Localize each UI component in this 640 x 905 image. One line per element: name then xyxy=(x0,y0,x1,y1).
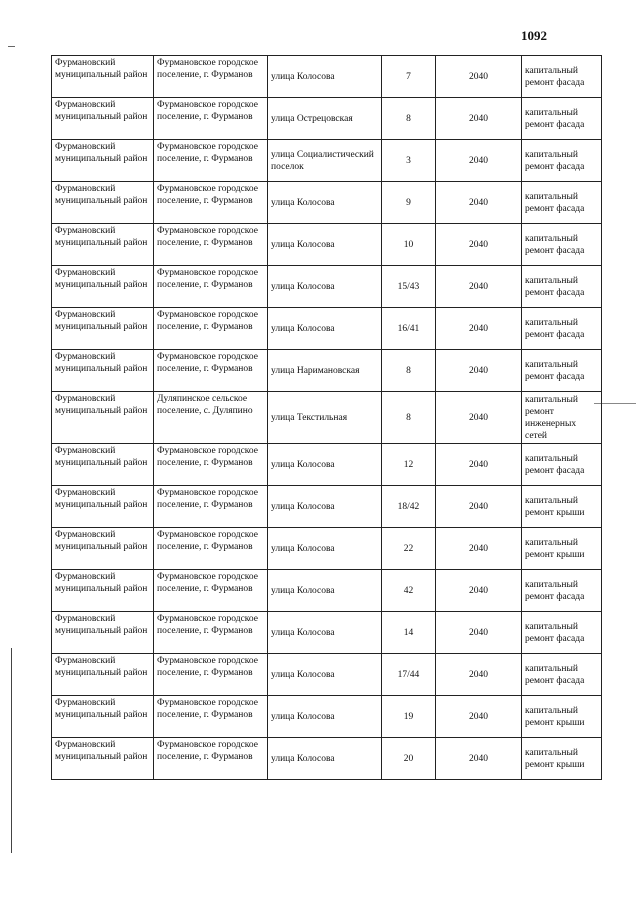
year-cell: 2040 xyxy=(436,350,522,392)
table-row xyxy=(52,140,602,182)
street-cell: улица Острецовская xyxy=(268,98,382,140)
work-type-cell: капитальный ремонт фасада xyxy=(522,182,602,224)
settlement-cell: Фурмановское городское поселение, г. Фурманов xyxy=(154,308,268,350)
work-type-cell: капитальный ремонт крыши xyxy=(522,696,602,738)
street-cell: улица Колосова xyxy=(268,570,382,612)
table-row xyxy=(52,696,602,738)
table-row xyxy=(52,486,602,528)
district-cell: Фурмановский муниципальный район xyxy=(52,612,154,654)
district-cell: Фурмановский муниципальный район xyxy=(52,224,154,266)
table-row xyxy=(52,308,602,350)
house-number-cell: 8 xyxy=(382,392,436,444)
year-cell: 2040 xyxy=(436,444,522,486)
year-cell: 2040 xyxy=(436,486,522,528)
district-cell: Фурмановский муниципальный район xyxy=(52,98,154,140)
district-cell: Фурмановский муниципальный район xyxy=(52,654,154,696)
table-row xyxy=(52,444,602,486)
table-row xyxy=(52,224,602,266)
house-number-cell: 14 xyxy=(382,612,436,654)
street-cell: улица Колосова xyxy=(268,654,382,696)
year-cell: 2040 xyxy=(436,392,522,444)
settlement-cell: Фурмановское городское поселение, г. Фурманов xyxy=(154,98,268,140)
work-type-cell: капитальный ремонт фасада xyxy=(522,308,602,350)
district-cell: Фурмановский муниципальный район xyxy=(52,486,154,528)
table-row xyxy=(52,182,602,224)
table-row xyxy=(52,350,602,392)
year-cell: 2040 xyxy=(436,696,522,738)
work-type-cell: капитальный ремонт фасада xyxy=(522,444,602,486)
street-cell: улица Колосова xyxy=(268,308,382,350)
house-number-cell: 8 xyxy=(382,350,436,392)
house-number-cell: 17/44 xyxy=(382,654,436,696)
year-cell: 2040 xyxy=(436,528,522,570)
work-type-cell: капитальный ремонт фасада xyxy=(522,140,602,182)
table-row xyxy=(52,612,602,654)
work-type-cell: капитальный ремонт фасада xyxy=(522,56,602,98)
settlement-cell: Фурмановское городское поселение, г. Фурманов xyxy=(154,612,268,654)
settlement-cell: Фурмановское городское поселение, г. Фурманов xyxy=(154,486,268,528)
district-cell: Фурмановский муниципальный район xyxy=(52,182,154,224)
street-cell: улица Колосова xyxy=(268,224,382,266)
year-cell: 2040 xyxy=(436,654,522,696)
table-row xyxy=(52,392,602,444)
settlement-cell: Фурмановское городское поселение, г. Фурманов xyxy=(154,528,268,570)
settlement-cell: Фурмановское городское поселение, г. Фурманов xyxy=(154,738,268,780)
street-cell: улица Колосова xyxy=(268,696,382,738)
street-cell: улица Колосова xyxy=(268,738,382,780)
settlement-cell: Фурмановское городское поселение, г. Фурманов xyxy=(154,56,268,98)
street-cell: улица Колосова xyxy=(268,528,382,570)
work-type-cell: капитальный ремонт фасада xyxy=(522,350,602,392)
work-type-cell: капитальный ремонт фасада xyxy=(522,224,602,266)
street-cell: улица Колосова xyxy=(268,444,382,486)
settlement-cell: Фурмановское городское поселение, г. Фурманов xyxy=(154,224,268,266)
scan-margin-line xyxy=(11,648,12,853)
work-type-cell: капитальный ремонт фасада xyxy=(522,98,602,140)
house-number-cell: 20 xyxy=(382,738,436,780)
street-cell: улица Колосова xyxy=(268,266,382,308)
settlement-cell: Фурмановское городское поселение, г. Фурманов xyxy=(154,140,268,182)
table-row xyxy=(52,98,602,140)
settlement-cell: Фурмановское городское поселение, г. Фурманов xyxy=(154,444,268,486)
street-cell: улица Социалистический поселок xyxy=(268,140,382,182)
house-number-cell: 19 xyxy=(382,696,436,738)
street-cell: улица Наримановская xyxy=(268,350,382,392)
table-row xyxy=(52,570,602,612)
district-cell: Фурмановский муниципальный район xyxy=(52,696,154,738)
year-cell: 2040 xyxy=(436,308,522,350)
settlement-cell: Фурмановское городское поселение, г. Фурманов xyxy=(154,182,268,224)
year-cell: 2040 xyxy=(436,224,522,266)
registry-table-body xyxy=(52,56,602,780)
district-cell: Фурмановский муниципальный район xyxy=(52,528,154,570)
house-number-cell: 42 xyxy=(382,570,436,612)
street-cell: улица Текстильная xyxy=(268,392,382,444)
table-row xyxy=(52,266,602,308)
district-cell: Фурмановский муниципальный район xyxy=(52,738,154,780)
house-number-cell: 15/43 xyxy=(382,266,436,308)
settlement-cell: Фурмановское городское поселение, г. Фурманов xyxy=(154,570,268,612)
house-number-cell: 8 xyxy=(382,98,436,140)
district-cell: Фурмановский муниципальный район xyxy=(52,444,154,486)
table-row xyxy=(52,528,602,570)
settlement-cell: Фурмановское городское поселение, г. Фурманов xyxy=(154,350,268,392)
district-cell: Фурмановский муниципальный район xyxy=(52,56,154,98)
work-type-cell: капитальный ремонт фасада xyxy=(522,654,602,696)
year-cell: 2040 xyxy=(436,140,522,182)
scan-margin-mark xyxy=(8,46,15,47)
street-cell: улица Колосова xyxy=(268,486,382,528)
table-row xyxy=(52,56,602,98)
house-number-cell: 18/42 xyxy=(382,486,436,528)
district-cell: Фурмановский муниципальный район xyxy=(52,350,154,392)
house-number-cell: 12 xyxy=(382,444,436,486)
settlement-cell: Фурмановское городское поселение, г. Фурманов xyxy=(154,654,268,696)
registry-table xyxy=(51,55,602,780)
settlement-cell: Фурмановское городское поселение, г. Фурманов xyxy=(154,266,268,308)
table-row xyxy=(52,738,602,780)
year-cell: 2040 xyxy=(436,182,522,224)
year-cell: 2040 xyxy=(436,570,522,612)
work-type-cell: капитальный ремонт крыши xyxy=(522,738,602,780)
house-number-cell: 3 xyxy=(382,140,436,182)
district-cell: Фурмановский муниципальный район xyxy=(52,140,154,182)
district-cell: Фурмановский муниципальный район xyxy=(52,392,154,444)
house-number-cell: 16/41 xyxy=(382,308,436,350)
year-cell: 2040 xyxy=(436,612,522,654)
street-cell: улица Колосова xyxy=(268,56,382,98)
year-cell: 2040 xyxy=(436,266,522,308)
table-row xyxy=(52,654,602,696)
house-number-cell: 9 xyxy=(382,182,436,224)
house-number-cell: 10 xyxy=(382,224,436,266)
district-cell: Фурмановский муниципальный район xyxy=(52,570,154,612)
work-type-cell: капитальный ремонт фасада xyxy=(522,266,602,308)
district-cell: Фурмановский муниципальный район xyxy=(52,266,154,308)
page-number: 1092 xyxy=(521,28,547,43)
work-type-cell: капитальный ремонт инженерных сетей xyxy=(522,392,602,444)
work-type-cell: капитальный ремонт крыши xyxy=(522,486,602,528)
work-type-cell: капитальный ремонт крыши xyxy=(522,528,602,570)
house-number-cell: 22 xyxy=(382,528,436,570)
year-cell: 2040 xyxy=(436,98,522,140)
year-cell: 2040 xyxy=(436,56,522,98)
street-cell: улица Колосова xyxy=(268,182,382,224)
year-cell: 2040 xyxy=(436,738,522,780)
district-cell: Фурмановский муниципальный район xyxy=(52,308,154,350)
settlement-cell: Фурмановское городское поселение, г. Фурманов xyxy=(154,696,268,738)
work-type-cell: капитальный ремонт фасада xyxy=(522,570,602,612)
house-number-cell: 7 xyxy=(382,56,436,98)
work-type-cell: капитальный ремонт фасада xyxy=(522,612,602,654)
settlement-cell: Дуляпинское сельское поселение, с. Дуляпино xyxy=(154,392,268,444)
street-cell: улица Колосова xyxy=(268,612,382,654)
